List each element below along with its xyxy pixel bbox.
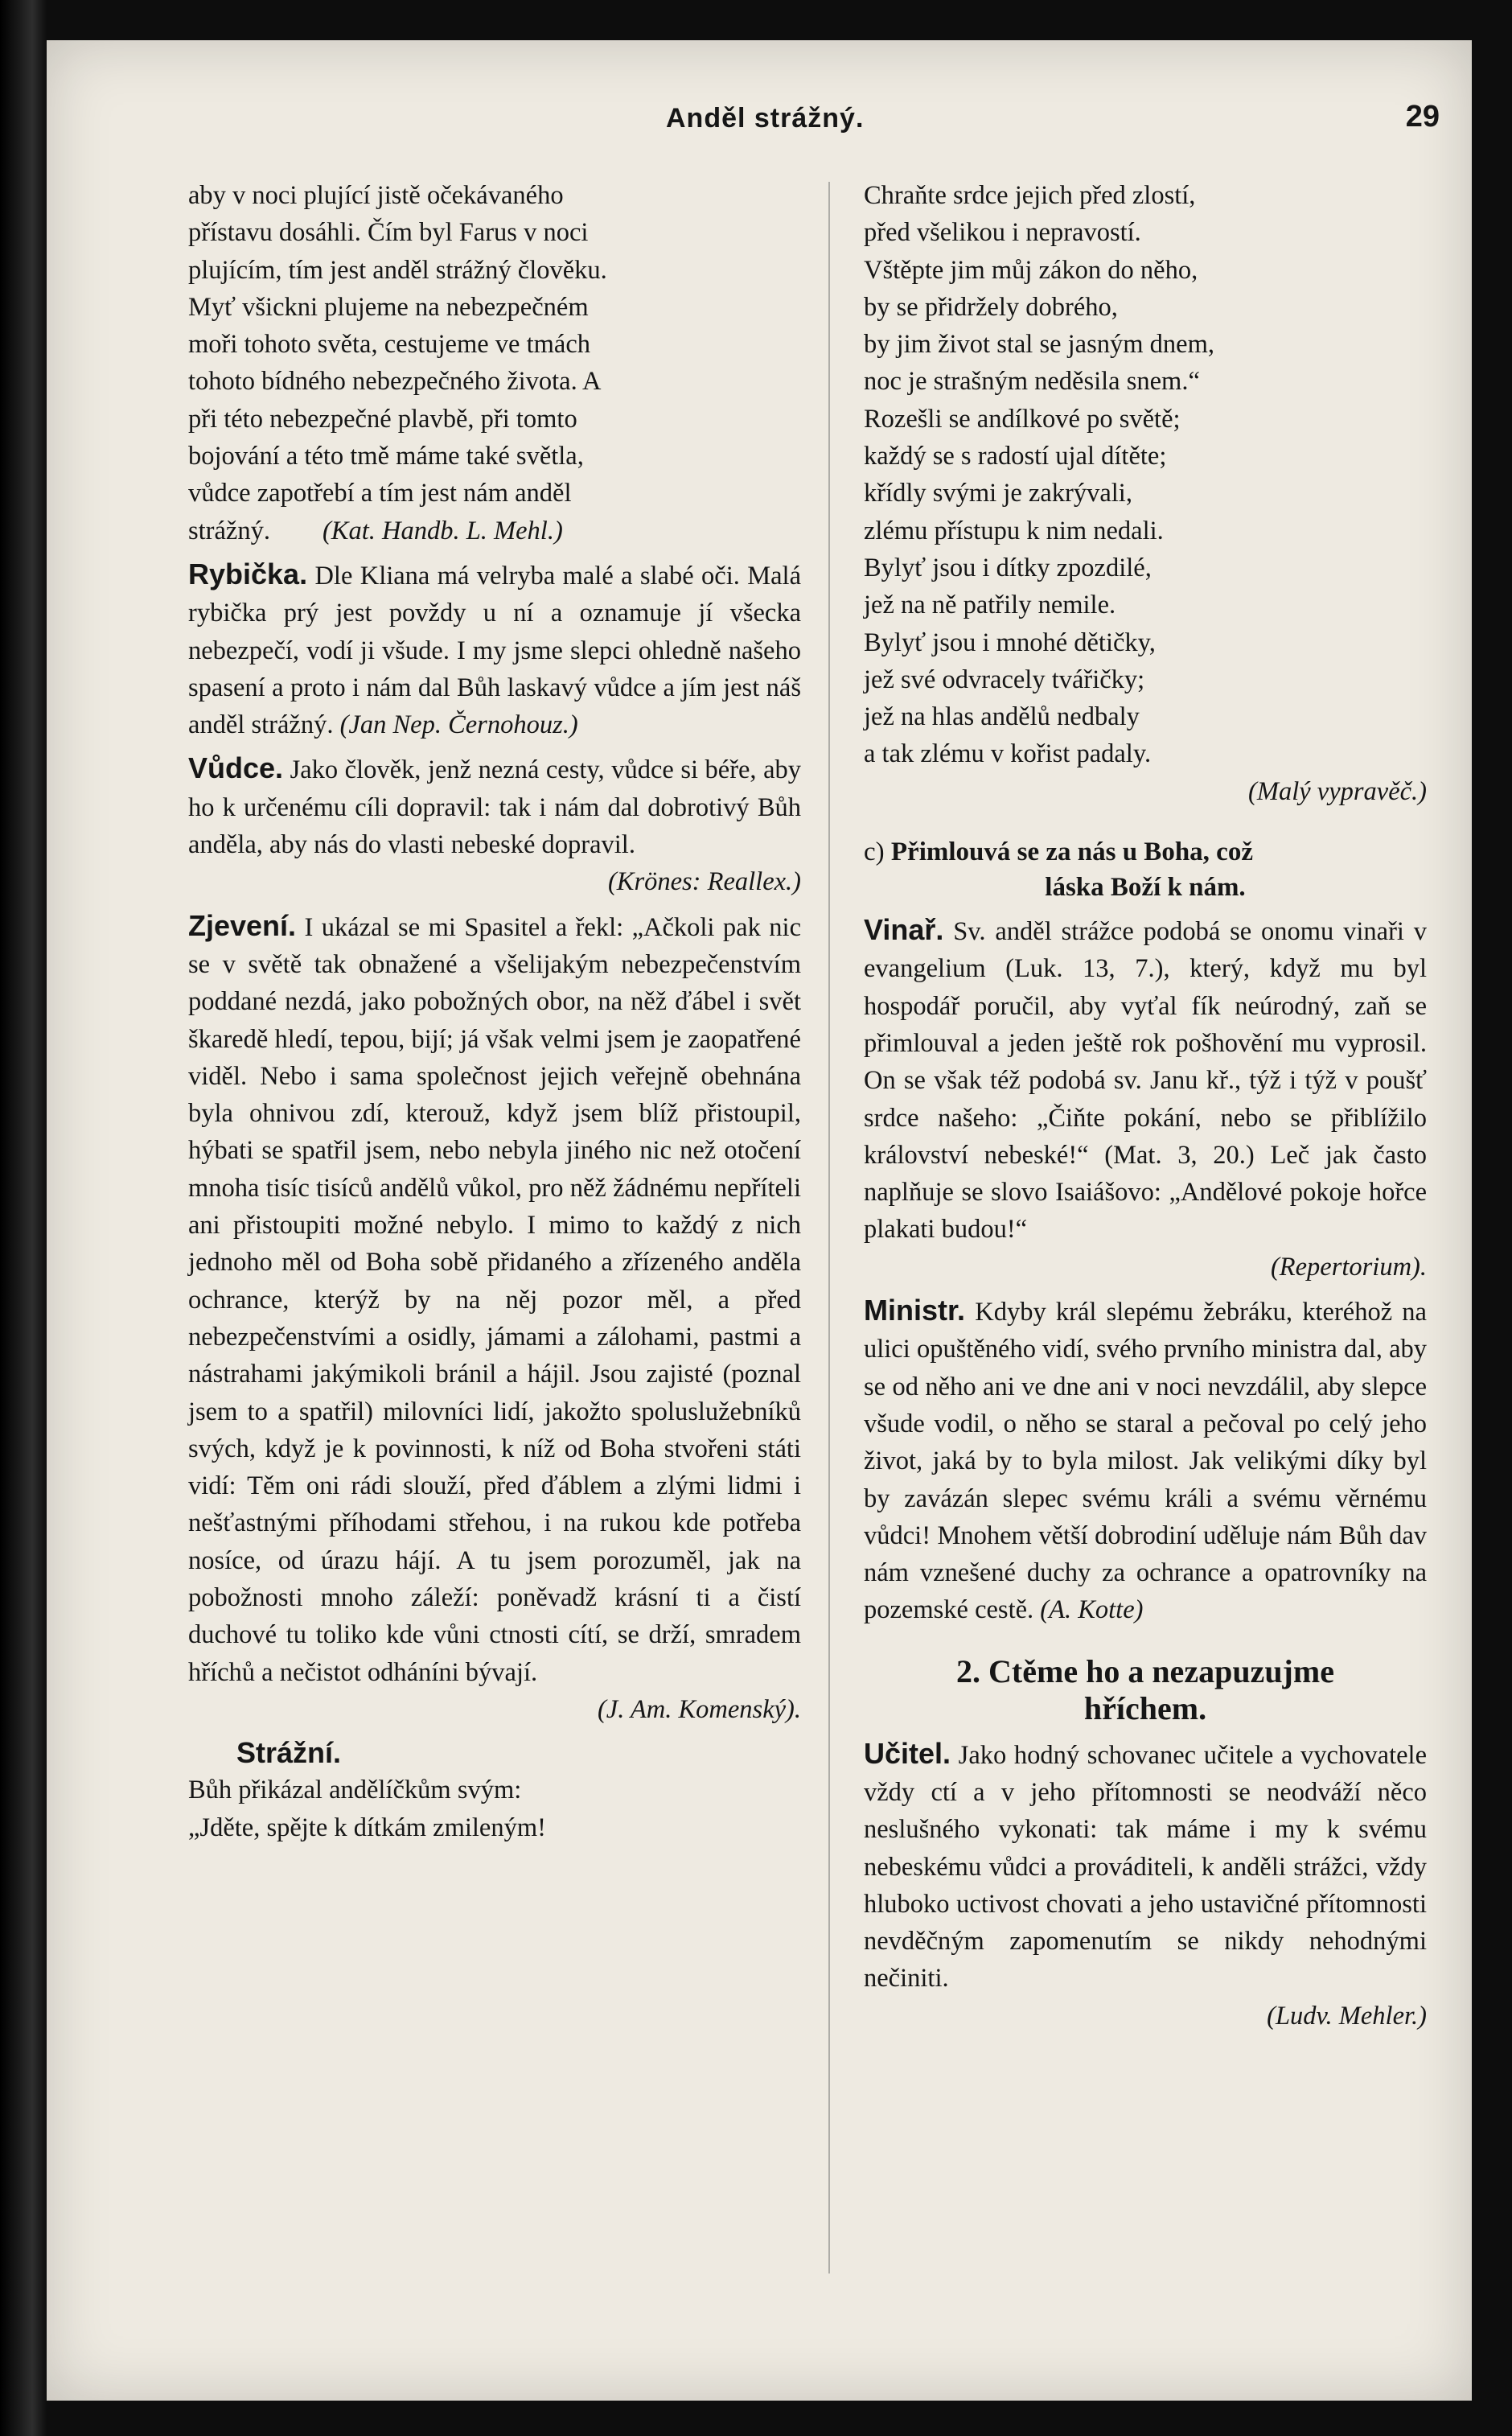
intro-line: moři tohoto světa, cestujeme ve tmách — [188, 330, 590, 360]
entry-zjeveni-heading: Zjevení. — [188, 908, 297, 942]
entry-ucitel-text — [864, 1735, 1427, 1998]
intro-line-last — [188, 512, 801, 549]
entry-rybicka — [188, 556, 801, 743]
entry-vudce-body: Jako člověk, jenž nezná cesty, vůdce si béře, aby ho k určenému cíli dopravil: tak i nám dal dobrotivý Bůh anděla, aby nás do vlasti nebeské dopravil. — [188, 755, 802, 860]
poem-line: jež své odvracely tvářičky; — [864, 665, 1145, 694]
intro-line: bojování a této tmě máme také světla, — [188, 442, 584, 471]
intro-line: přístavu dosáhli. Čím byl Farus v noci — [188, 218, 589, 248]
section-2-title-line2: hříchem. — [1083, 1689, 1207, 1726]
entry-zjeveni — [188, 907, 801, 1729]
intro-last-word: strážný. — [188, 516, 270, 545]
intro-line: aby v noci plující jistě očekávaného — [188, 181, 564, 210]
entry-strazni-poem — [188, 1771, 801, 1846]
poem-line: zlému přístupu k nim nedali. — [864, 516, 1164, 545]
entry-vinar-source: (Repertorium). — [1270, 1252, 1427, 1282]
entry-ministr-text — [864, 1292, 1427, 1629]
poem-line: před všelikou i nepravostí. — [864, 218, 1141, 248]
column-divider — [828, 182, 830, 2273]
poem-line: Bůh přikázal andělíčkům svým: — [188, 1776, 522, 1805]
section-2-title-line1: 2. Ctěme ho a nezapuzujme — [956, 1652, 1334, 1689]
intro-line: tohoto bídného nebezpečného života. A — [188, 367, 602, 397]
entry-rybicka-body: Dle Kliana má velryba malé a slabé oči. Malá rybička prý jest povždy u ní a oznamuje jí všecka nebezpečí, vodí ji všude. I my jsme slepci ohledně našeho spasení a proto i nám dal Bůh laskavý vůdce a jím jest náš anděl strážný. — [188, 561, 801, 740]
entry-zjeveni-text — [188, 907, 801, 1691]
entry-ministr-heading: Ministr. — [864, 1294, 966, 1327]
poem-line: Vštěpte jim můj zákon do něho, — [864, 255, 1198, 285]
section-2-heading — [864, 1653, 1427, 1727]
intro-passage — [188, 177, 801, 549]
poem-line: Bylyť jsou i mnohé dětičky, — [864, 628, 1156, 657]
entry-vinar-body: Sv. anděl strážce podobá se onomu vinaři v evangelium (Luk. 13, 7.), který, když mu byl hospodář poručil, aby vyťal fík neúrodný, zaň se přimlouval a jeden ještě rok pošhovění mu vyprosil. On se však též podobá sv. Janu kř., týž i týž v poušť srdce našeho: „Čiňte pokání, nebo se přiblížilo království nebeské!“ (Mat. 3, 20.) Leč jak často naplňuje se slovo Isaiášovo: „Andělové pokoje hořce plakati budou!“ — [864, 917, 1427, 1245]
entry-vudce-text — [188, 750, 801, 863]
poem-line: by se přidržely dobrého, — [864, 292, 1118, 322]
poem-line: Rozešli se andílkové po světě; — [864, 404, 1181, 434]
scan-left-edge — [0, 0, 47, 2436]
right-column — [864, 177, 1427, 2035]
entry-ucitel — [864, 1735, 1427, 2035]
entry-zjeveni-source: (J. Am. Komenský). — [597, 1694, 801, 1724]
entry-ucitel-body: Jako hodný schovanec učitele a vychovatele vždy ctí a v jeho přítomnosti se neodváží něco neslušného vykonati: tak máme i my k svému nebeskému vůdci a prováditeli, k anděli strážci, vždy hluboko uctivost chovati a jeho ustavičné přítomnosti nevděčným zapomenutím se nikdy nehodnými nečiniti. — [864, 1740, 1428, 1994]
section-c-label: c) — [864, 837, 885, 867]
entry-strazni-heading: Strážní. — [236, 1736, 342, 1770]
entry-vudce-heading: Vůdce. — [188, 751, 284, 785]
poem-line: by jim život stal se jasným dnem, — [864, 330, 1214, 360]
entry-rybicka-heading: Rybička. — [188, 557, 308, 590]
section-c-title-line1: Přimlouvá se za nás u Boha, což — [890, 837, 1253, 867]
entry-vinar — [864, 911, 1427, 1286]
entry-zjeveni-body: I ukázal se mi Spasitel a řekl: „Ačkoli pak nic se v světě tak obnažené a všelijakým nebezpečenstvím poddané nezdá, jako pobožných obor, na něž ďábel i svět škaredě hledí, tepou, bijí; já však velmi jsem je zaopatřené viděl. Nebo i sama společnost jejich veřejně obehnána byla ohnivou zdí, kterouž, když jsem blíž přistoupil, hýbati se spatřil jsem, nebo nebyla jiného nic než otočení mnoha tisíc tisíců andělů vůkol, pro něž žádnému nepříteli ani přistoupiti možné nebylo. I mimo to každý z nich jednoho měl od Boha sobě přidaného a zřízeného anděla ochrance, kterýž by na něj pozor měl, a před nebezpečenstvími a osidly, jámami a zálohami, pastmi a nástrahami jakýmikoli bránil a hájil. Jsou zajisté (poznal jsem to a spatřil) milovníci lidí, jakožto spoluslužebníků svých, když je k povinnosti, k níž od Boha stvořeni státi vidí: Těm oni rádi slouží, před ďáblem a zlými lidmi i nešťastnými příhodami střehou, i na rukou kde potřeba nosíce, od úrazu hájí. A tu jsem porozuměl, jak na pobožnosti mnoho záleží: poněvadž krásní ti a čistí duchové tu toliko kde vůni ctnosti cítí, se drží, smradem hříchů a nečistot odháníni bývají. — [188, 912, 801, 1687]
poem-source: (Malý vypravěč.) — [1248, 776, 1427, 806]
left-column — [188, 177, 801, 1846]
book-page — [47, 40, 1472, 2401]
poem-line: jež na hlas andělů nedbaly — [864, 702, 1140, 732]
poem-line: „Jděte, spějte k dítkám zmileným! — [188, 1813, 546, 1842]
intro-line: plujícím, tím jest anděl strážný člověku. — [188, 255, 607, 285]
entry-ministr-source: (A. Kotte) — [1040, 1595, 1144, 1625]
intro-line: vůdce zapotřebí a tím jest nám anděl — [188, 479, 572, 508]
poem-line: Bylyť jsou i dítky zpozdilé, — [864, 553, 1152, 582]
entry-vudce — [188, 750, 801, 900]
section-c-heading — [864, 834, 1427, 905]
entry-vinar-heading: Vinař. — [864, 913, 944, 947]
entry-rybicka-text — [188, 556, 801, 743]
poem-line: noc je strašným neděsila snem.“ — [864, 367, 1200, 397]
poem-line: každý se s radostí ujal dítěte; — [864, 442, 1167, 471]
poem-line: jež na ně patřily nemile. — [864, 590, 1116, 620]
page-number: 29 — [1405, 100, 1440, 134]
poem-line: Chraňte srdce jejich před zlostí, — [864, 181, 1196, 210]
intro-line: Myť všickni plujeme na nebezpečném — [188, 292, 589, 322]
section-c-title-line2: láska Boží k nám. — [1045, 873, 1246, 903]
entry-ministr-body: Kdyby král slepému žebráku, kteréhož na ulici opuštěného vidí, svého prvního ministra dal, aby se od něho ani ve dne ani v noci nevzdálil, aby slepce všude vodil, o něho se staral a pečoval po celý jeho život, jaká by to byla milost. Jak velikými díky byl by zavázán slepec svému králi a svému věrnému vůdci! Mnohem větší dobrodiní uděluje nám Bůh dav nám vznešené duchy za ochrance a opatrovníky na pozemské cestě. — [864, 1298, 1427, 1625]
running-head — [47, 97, 1472, 145]
entry-ucitel-heading: Učitel. — [864, 1736, 951, 1770]
intro-source: (Kat. Handb. L. Mehl.) — [322, 516, 563, 545]
entry-ministr — [864, 1292, 1427, 1629]
poem-line: křídly svými je zakrývali, — [864, 479, 1132, 508]
running-title: Anděl strážný. — [666, 103, 865, 134]
entry-strazni — [188, 1734, 801, 1846]
entry-vinar-text — [864, 911, 1427, 1249]
entry-ucitel-source: (Ludv. Mehler.) — [1267, 2001, 1427, 2031]
intro-line: při této nebezpečné plavbě, při tomto — [188, 404, 577, 434]
entry-rybicka-source: (Jan Nep. Černohouz.) — [339, 710, 578, 740]
entry-vudce-source: (Krönes: Reallex.) — [607, 867, 801, 897]
poem-continued — [864, 177, 1427, 810]
poem-line: a tak zlému v kořist padaly. — [864, 739, 1152, 769]
